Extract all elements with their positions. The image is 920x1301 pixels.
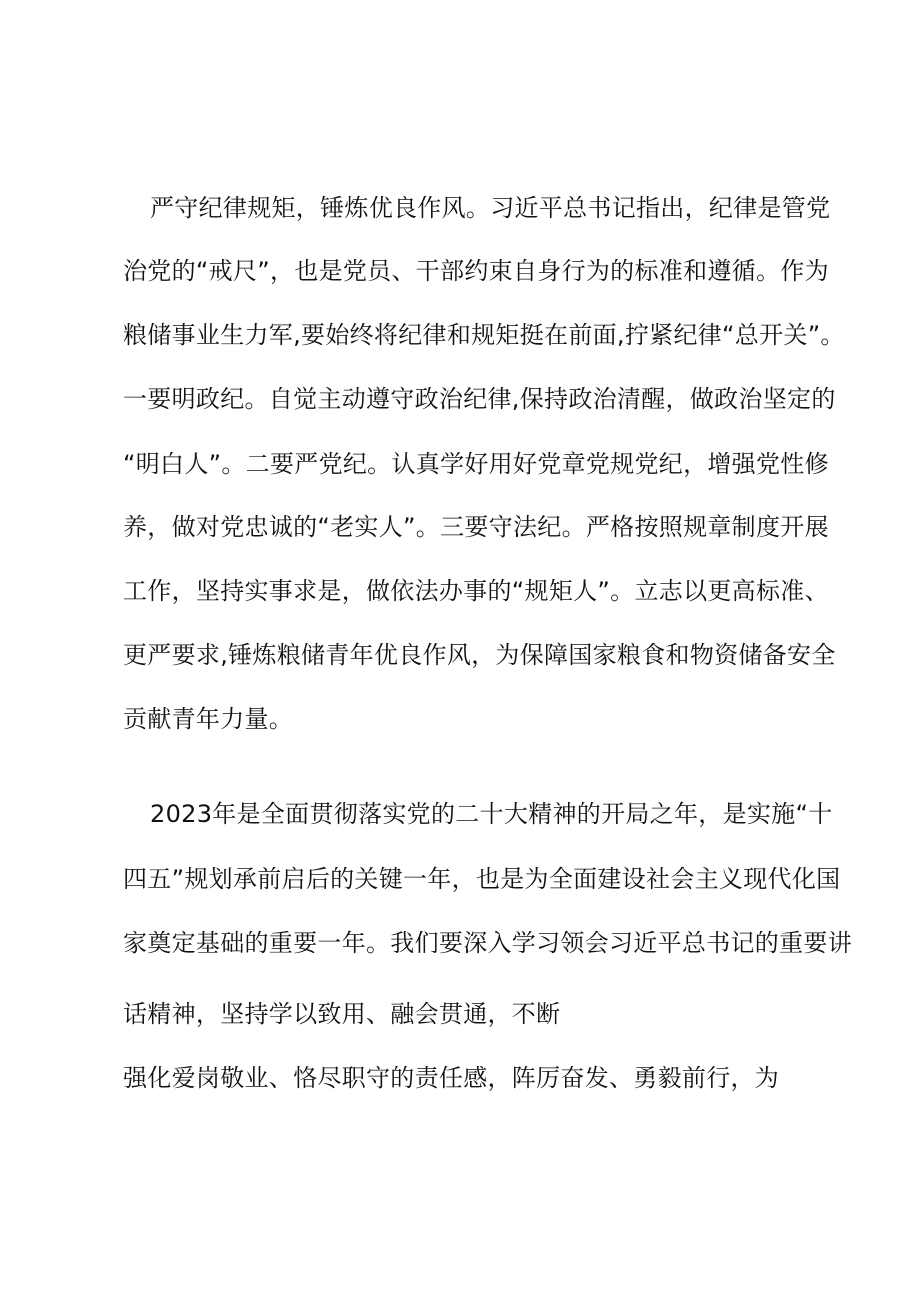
paragraph-line: 养，做对党忠诚的“老实人”。三要守法纪。严格按照规章制度开展 — [123, 513, 829, 541]
paragraph-line: 贡献青年力量。 — [123, 705, 294, 733]
paragraph-line: 更严要求,锤炼粮储青年优良作风，为保障国家粮食和物资储备安全 — [123, 641, 836, 669]
paragraph-line: 治党的“戒尺”，也是党员、干部约束自身行为的标准和遵循。作为 — [123, 257, 829, 285]
paragraph-line: 话精神，坚持学以致用、融会贯通，不断 — [123, 1000, 561, 1028]
paragraph-line: 严守纪律规矩，锤炼优良作风。习近平总书记指出，纪律是管党 — [150, 194, 831, 222]
paragraph-line: 四五”规划承前启后的关键一年，也是为全面建设社会主义现代化国 — [123, 865, 841, 893]
paragraph-line: 粮储事业生力军,要始终将纪律和规矩挺在前面,拧紧纪律“总开关”。 — [123, 321, 845, 349]
paragraph-line: 强化爱岗敬业、恪尽职守的责任感，阵厉奋发、勇毅前行，为 — [123, 1064, 780, 1092]
paragraph-line: “明白人”。二要严党纪。认真学好用好党章党规党纪，增强党性修 — [123, 450, 829, 478]
paragraph-line: 家奠定基础的重要一年。我们要深入学习领会习近平总书记的重要讲 — [123, 929, 852, 957]
paragraph-line: 2023年是全面贯彻落实党的二十大精神的开局之年，是实施“十 — [150, 800, 833, 828]
paragraph-line: 一要明政纪。自觉主动遵守政治纪律,保持政治清醒，做政治坚定的 — [123, 385, 836, 413]
paragraph-line: 工作，坚持实事求是，做依法办事的“规矩人”。立志以更高标准、 — [123, 577, 829, 605]
